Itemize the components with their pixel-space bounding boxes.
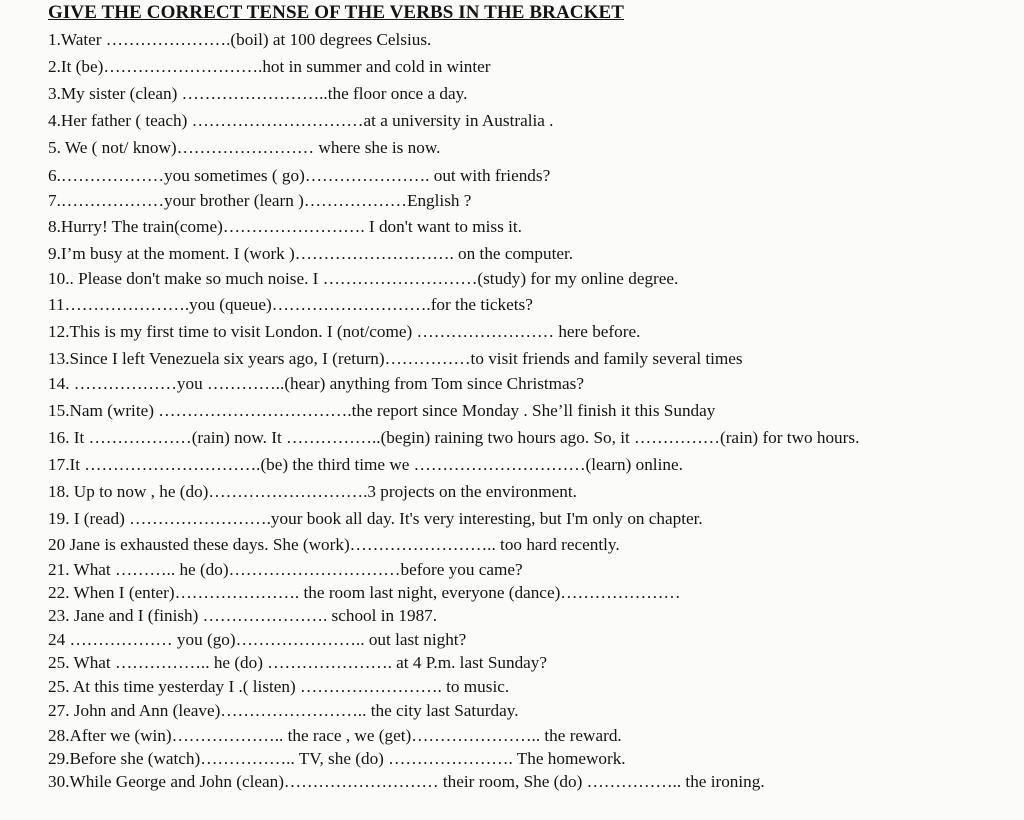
exercise-line-23: 23. Jane and I (finish) …………………. school in 1987.: [48, 606, 438, 625]
exercise-line-20: 20 Jane is exhausted these days. She (work)…………………….. too hard recently.: [48, 535, 620, 554]
exercise-line-18: 18. Up to now , he (do)……………………….3 projects on the environment.: [48, 482, 577, 501]
exercise-line-11: 11………………….you (queue)……………………….for the tickets?: [48, 295, 533, 314]
exercise-line-4: 4.Her father ( teach) …………………………at a university in Australia .: [48, 111, 554, 130]
exercise-line-9: 9.I’m busy at the moment. I (work )………………………. on the computer.: [48, 244, 574, 263]
exercise-line-28: 28.After we (win)……………….. the race , we (get)………………….. the reward.: [48, 726, 622, 745]
exercise-line-30: 30.While George and John (clean)……………………… their room, She (do) …………….. the ironing.: [48, 772, 765, 791]
exercise-line-16: 16. It ………………(rain) now. It ……………..(begin) raining two hours ago. So, it ……………(rain) for two hours.: [48, 428, 860, 447]
exercise-line-26: 25. At this time yesterday I .( listen) ……………………. to music.: [48, 677, 510, 696]
exercise-line-27: 27. John and Ann (leave)…………………….. the city last Saturday.: [48, 701, 519, 720]
exercise-line-5: 5. We ( not/ know)…………………… where she is now.: [48, 138, 441, 157]
exercise-line-2: 2.It (be)……………………….hot in summer and cold in winter: [48, 57, 491, 76]
exercise-line-7: 7.………………your brother (learn )………………English ?: [48, 191, 472, 210]
exercise-line-21: 21. What ……….. he (do)…………………………before you came?: [48, 560, 523, 579]
exercise-line-8: 8.Hurry! The train(come)……………………. I don't want to miss it.: [48, 217, 522, 236]
exercise-line-10: 10.. Please don't make so much noise. I ………………………(study) for my online degree.: [48, 269, 679, 288]
exercise-line-6: 6.………………you sometimes ( go)…………………. out with friends?: [48, 166, 551, 185]
worksheet-title: GIVE THE CORRECT TENSE OF THE VERBS IN THE BRACKET: [48, 2, 625, 23]
exercise-line-19: 19. I (read) …………………….your book all day. It's very interesting, but I'm only on chapter.: [48, 509, 703, 528]
exercise-line-13: 13.Since I left Venezuela six years ago, I (return)……………to visit friends and family several times: [48, 349, 743, 368]
exercise-line-12: 12.This is my first time to visit London. I (not/come) …………………… here before.: [48, 322, 641, 341]
exercise-line-22: 22. When I (enter)…………………. the room last night, everyone (dance)…………………: [48, 583, 681, 602]
exercise-line-17: 17.It ………………………….(be) the third time we …………………………(learn) online.: [48, 455, 683, 474]
exercise-line-1: 1.Water ………………….(boil) at 100 degrees Celsius.: [48, 30, 432, 49]
exercise-line-24: 24 ……………… you (go)………………….. out last night?: [48, 630, 467, 649]
exercise-line-25: 25. What …………….. he (do) …………………. at 4 P.m. last Sunday?: [48, 653, 548, 672]
exercise-line-14: 14. ………………you …………..(hear) anything from Tom since Christmas?: [48, 374, 584, 393]
exercise-line-3: 3.My sister (clean) ……………………..the floor once a day.: [48, 84, 468, 103]
exercise-line-29: 29.Before she (watch)…………….. TV, she (do) …………………. The homework.: [48, 749, 626, 768]
exercise-line-15: 15.Nam (write) …………………………….the report since Monday . She’ll finish it this Sunday: [48, 401, 716, 420]
